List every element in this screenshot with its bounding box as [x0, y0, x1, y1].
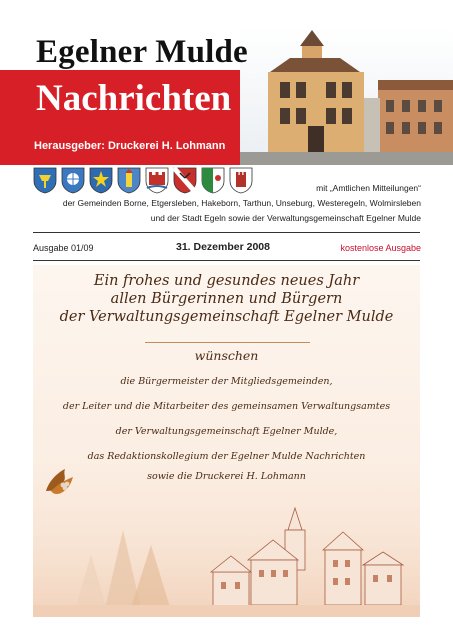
greeting-wish: wünschen	[194, 348, 259, 363]
greeting-line1: Ein frohes und gesundes neues Jahr	[93, 273, 360, 289]
coat-of-arms-strip	[33, 167, 253, 195]
divider-top	[33, 232, 420, 233]
coat-of-arms-tarthun	[117, 167, 141, 194]
masthead	[0, 0, 453, 165]
new-year-greeting-card	[33, 265, 420, 617]
coat-of-arms-westeregeln	[173, 167, 197, 194]
greeting-sender1: die Bürgermeister der Mitgliedsgemeinden,	[120, 376, 333, 387]
coat-of-arms-borne	[33, 167, 57, 194]
coat-of-arms-unseburg	[145, 167, 169, 194]
town-hall-photo	[240, 28, 453, 165]
price-note: kostenlose Ausgabe	[340, 243, 421, 253]
masthead-title-line2: Nachrichten	[36, 78, 232, 119]
masthead-title-line1: Egelner Mulde	[36, 34, 248, 70]
coat-of-arms-hakeborn	[89, 167, 113, 194]
greeting-sender5: sowie die Druckerei H. Lohmann	[147, 471, 306, 482]
coat-of-arms-egeln	[229, 167, 253, 194]
greeting-line2: allen Bürgerinnen und Bürgern	[110, 291, 343, 307]
greeting-sender4: das Redaktionskollegium der Egelner Mulde Nachrichten	[87, 451, 366, 462]
issue-number: Ausgabe 01/09	[33, 243, 94, 253]
coat-of-arms-etgersleben	[61, 167, 85, 194]
greeting-line3: der Verwaltungsgemeinschaft Egelner Mulde	[59, 309, 394, 325]
municipalities-line: der Gemeinden Borne, Etgersleben, Hakeborn, Tarthun, Unseburg, Westeregeln, Wolmirsleben	[62, 198, 421, 208]
winter-town-illustration	[33, 490, 420, 617]
official-notices-note: mit „Amtlichen Mitteilungen“	[316, 183, 421, 193]
publisher-label: Herausgeber: Druckerei H. Lohmann	[34, 140, 226, 152]
coat-of-arms-wolmirsleben	[201, 167, 225, 194]
greeting-sender3: der Verwaltungsgemeinschaft Egelner Mulde,	[115, 426, 338, 437]
greeting-separator	[145, 342, 310, 343]
issue-date: 31. Dezember 2008	[176, 241, 270, 253]
administration-line: und der Stadt Egeln sowie der Verwaltungsgemeinschaft Egelner Mulde	[150, 213, 421, 223]
divider-bottom	[33, 260, 420, 261]
greeting-sender2: der Leiter und die Mitarbeiter des gemeinsamen Verwaltungsamtes	[62, 401, 391, 412]
